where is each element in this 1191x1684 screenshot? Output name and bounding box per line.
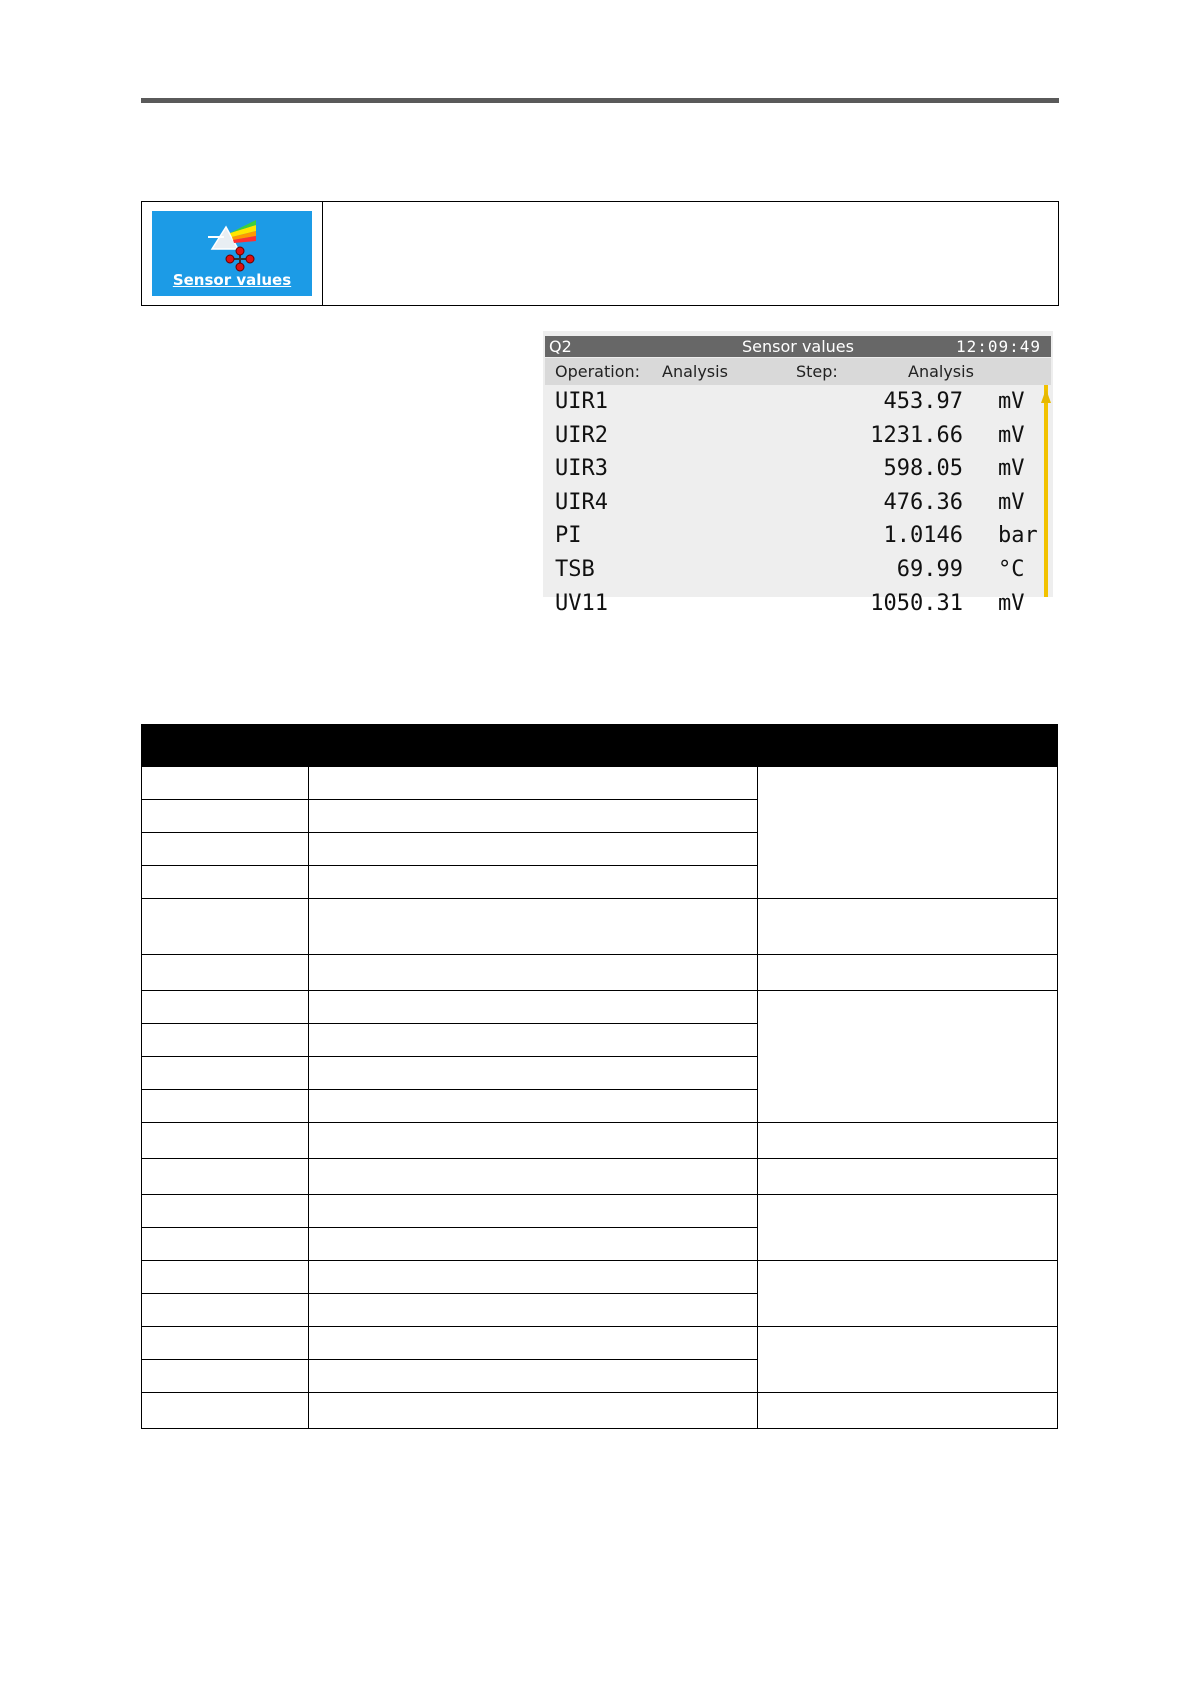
sensor-values-menu-tile[interactable] bbox=[152, 211, 312, 296]
sensor-unit: mV bbox=[998, 389, 1025, 414]
scrollbar[interactable] bbox=[1044, 385, 1048, 597]
sensor-row bbox=[555, 452, 1025, 486]
screen-title-bar bbox=[545, 336, 1051, 357]
table-row bbox=[142, 955, 1058, 991]
sensor-list bbox=[555, 385, 1038, 620]
sensor-name: UIR1 bbox=[555, 389, 608, 414]
sensor-unit: °C bbox=[998, 556, 1025, 582]
table-row bbox=[142, 767, 1058, 800]
menu-description-cell bbox=[323, 202, 1058, 305]
table-row bbox=[142, 1327, 1058, 1360]
spectrum-prism-icon bbox=[208, 223, 258, 271]
sensor-name: UIR4 bbox=[555, 489, 608, 515]
table-header-cell bbox=[308, 725, 757, 767]
menu-icon-cell bbox=[142, 202, 323, 305]
sensor-name: TSB bbox=[555, 556, 595, 582]
menu-info-box bbox=[141, 201, 1059, 306]
sensor-name: UV11 bbox=[555, 590, 608, 616]
header-rule bbox=[141, 98, 1059, 103]
scroll-thumb-icon[interactable] bbox=[1041, 389, 1051, 403]
sensor-row bbox=[555, 587, 1025, 621]
sensor-value: 476.36 bbox=[883, 489, 963, 515]
step-label: Step: bbox=[796, 362, 838, 381]
screen-status-bar bbox=[545, 358, 1051, 385]
sensor-row bbox=[555, 553, 1025, 587]
table-header-row bbox=[142, 725, 1058, 767]
sensor-name: UIR3 bbox=[555, 456, 608, 482]
sensor-value: 598.05 bbox=[883, 456, 963, 482]
table-row bbox=[142, 1393, 1058, 1429]
sensor-unit: mV bbox=[998, 456, 1025, 482]
sensor-row bbox=[555, 385, 1025, 419]
operation-value: Analysis bbox=[662, 362, 728, 381]
sensor-values-screen bbox=[543, 331, 1053, 616]
sensor-value: 69.99 bbox=[896, 556, 963, 582]
sensor-unit: mV bbox=[998, 422, 1025, 448]
sensor-row bbox=[555, 419, 1025, 453]
sensor-name: PI bbox=[555, 523, 582, 549]
step-value: Analysis bbox=[908, 362, 974, 381]
table-row bbox=[142, 1195, 1058, 1228]
sensor-value: 453.97 bbox=[883, 389, 963, 414]
table-row bbox=[142, 1159, 1058, 1195]
sensor-name: UIR2 bbox=[555, 422, 608, 448]
table-row bbox=[142, 899, 1058, 955]
sensor-unit: mV bbox=[998, 590, 1025, 616]
sensor-value: 1231.66 bbox=[870, 422, 963, 448]
menu-tile-label: Sensor values bbox=[172, 271, 292, 289]
sensor-unit: mV bbox=[998, 489, 1025, 515]
table-row bbox=[142, 1123, 1058, 1159]
screen-id: Q2 bbox=[549, 337, 572, 356]
sensor-value: 1.0146 bbox=[883, 523, 963, 549]
screen-title: Sensor values bbox=[742, 337, 854, 356]
table-row bbox=[142, 1261, 1058, 1294]
operation-label: Operation: bbox=[555, 362, 641, 381]
sensor-value: 1050.31 bbox=[870, 590, 963, 616]
table-row bbox=[142, 991, 1058, 1024]
screen-clock: 12:09:49 bbox=[955, 337, 1041, 356]
sensor-row bbox=[555, 486, 1025, 520]
table-header-cell bbox=[757, 725, 1057, 767]
sensor-unit: bar bbox=[998, 523, 1038, 549]
sensor-description-table bbox=[141, 724, 1058, 1429]
table-header-cell bbox=[142, 725, 309, 767]
sensor-row bbox=[555, 519, 1038, 553]
